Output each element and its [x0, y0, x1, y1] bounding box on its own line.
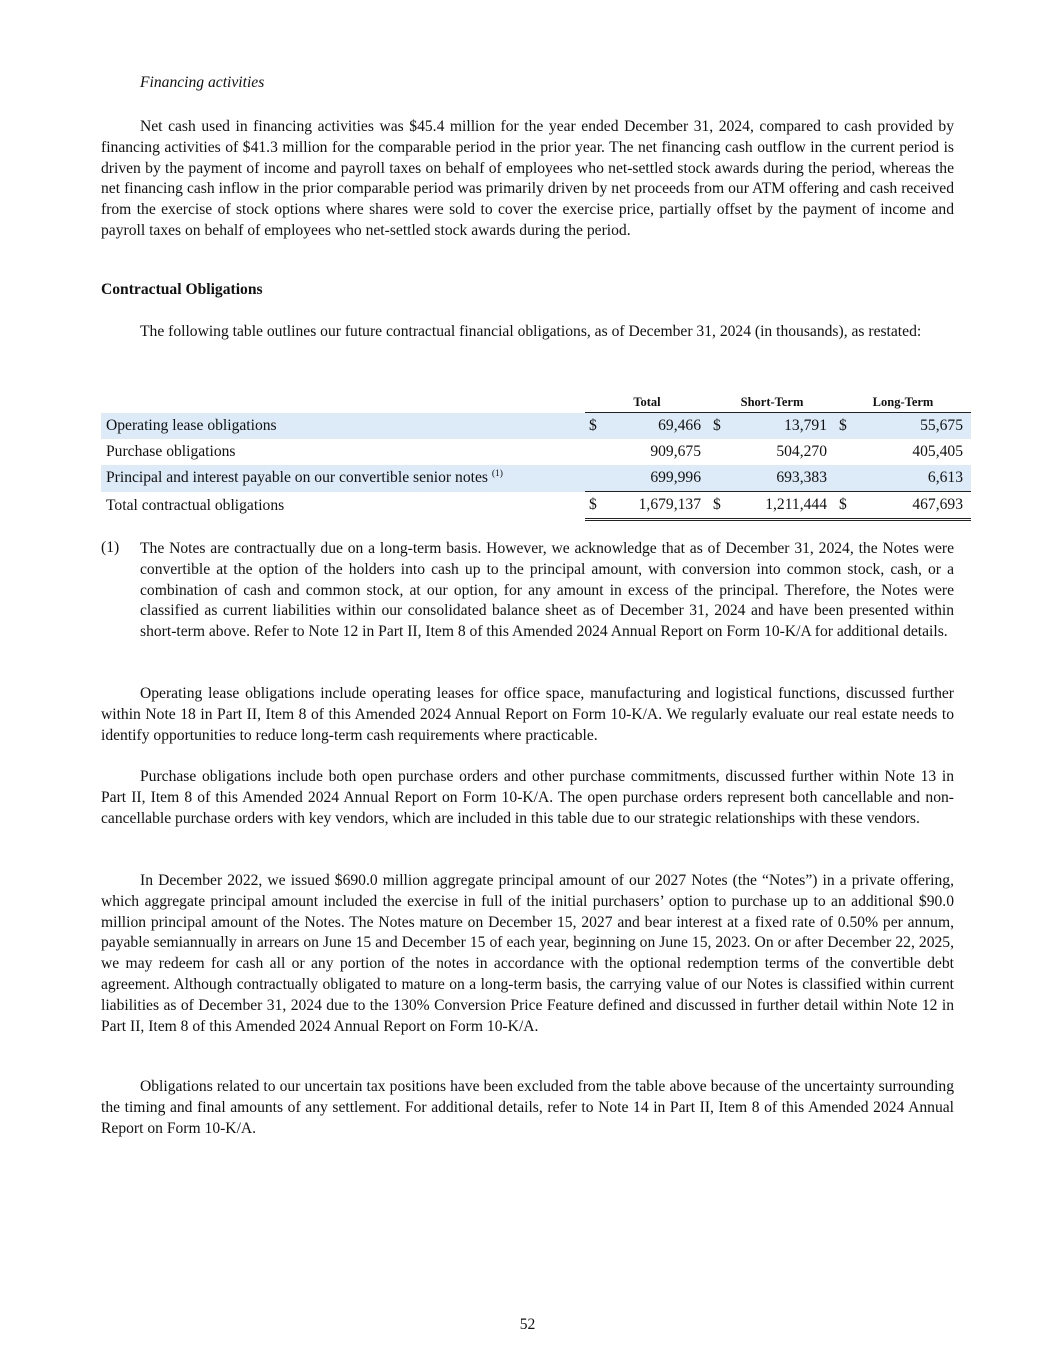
- purchase-paragraph: Purchase obligations include both open purchase orders and other purchase commitments, discussed further within Note 13 in Part II, Item 8 of this Amended 2024 Annual Report on Form 10-K/A. The open purchase orders represent both cancellable and non-cancellable purchase orders with key vendors, which are included in this table due to our strategic relationships with these vendors.: [101, 768, 954, 827]
- cell-long-term: 55,675: [857, 413, 971, 440]
- table-header-row: [101, 390, 971, 413]
- table-total-row: [101, 492, 971, 520]
- cell-long-term: 405,405: [912, 443, 963, 460]
- cell-short-term: 13,791: [731, 413, 835, 440]
- dollar-sign: [709, 465, 731, 492]
- table-row: [101, 413, 971, 440]
- dollar-sign: $: [835, 492, 857, 520]
- subheading-financing-activities: Financing activities: [140, 74, 265, 91]
- dollar-sign: [585, 439, 607, 465]
- header-long-term: Long-Term: [835, 390, 971, 413]
- table-row: [101, 465, 971, 492]
- page-number: 52: [519, 1316, 536, 1333]
- cell-long-term: 6,613: [857, 465, 971, 492]
- footnote: [101, 539, 954, 643]
- header-total: Total: [585, 390, 709, 413]
- cell-total: 69,466: [607, 413, 709, 440]
- cell-short-term: 693,383: [731, 465, 835, 492]
- table-intro-paragraph: The following table outlines our future contractual financial obligations, as of December 31, 2024 (in thousands), as restated:: [140, 323, 922, 340]
- table-row: [101, 439, 971, 465]
- financing-paragraph: Net cash used in financing activities was $45.4 million for the year ended December 31, 2024, compared to cash provided by financing activities of $41.3 million for the comparable period in the prior year. The net financing cash outflow in the current period is driven by the payment of income and payroll taxes on behalf of employees who net-settled stock awards during the period, whereas the net financing cash inflow in the prior comparable period was primarily driven by net proceeds from our ATM offering and cash received from the exercise of stock options where shares were sold to cover the exercise price, partially offset by the payment of income and payroll taxes on behalf of employees who net-settled stock awards during the period.: [101, 118, 954, 239]
- cell-total: 909,675: [650, 443, 701, 460]
- row-label: Total contractual obligations: [106, 496, 285, 514]
- cell-total: 1,679,137: [607, 492, 709, 520]
- tax-paragraph: Obligations related to our uncertain tax positions have been excluded from the table above because of the uncertainty surrounding the timing and final amounts of any settlement. For additional details, refer to Note 14 in Part II, Item 8 of this Amended 2024 Annual Report on Form 10-K/A.: [101, 1078, 954, 1137]
- dollar-sign: $: [835, 413, 857, 440]
- dollar-sign: $: [585, 492, 607, 520]
- row-label-with-footnote: [101, 465, 585, 492]
- contractual-obligations-table: [101, 390, 971, 521]
- lease-paragraph: Operating lease obligations include operating leases for office space, manufacturing and logistical functions, discussed further within Note 18 in Part II, Item 8 of this Amended 2024 Annual Report on Form 10-K/A. We regularly evaluate our real estate needs to identify opportunities to reduce long-term cash requirements where practicable.: [101, 685, 954, 744]
- section-heading: Contractual Obligations: [101, 281, 263, 298]
- cell-short-term: 504,270: [776, 443, 827, 460]
- dollar-sign: [585, 465, 607, 492]
- cell-long-term: 467,693: [857, 492, 971, 520]
- row-label: Principal and interest payable on our convertible senior notes: [106, 469, 488, 487]
- footnote-reference: (1): [491, 469, 503, 480]
- dollar-sign: $: [709, 413, 731, 440]
- cell-total: 699,996: [607, 465, 709, 492]
- cell-short-term: 1,211,444: [731, 492, 835, 520]
- dollar-sign: [835, 465, 857, 492]
- dollar-sign: $: [585, 413, 607, 440]
- dollar-sign: [835, 439, 857, 465]
- header-short-term: Short-Term: [709, 390, 835, 413]
- notes-paragraph: In December 2022, we issued $690.0 million aggregate principal amount of our 2027 Notes (the “Notes”) in a private offering, which aggregate principal amount included the exercise in full of the initial purchasers’ option to purchase up to an additional $90.0 million principal amount of the Notes. The Notes mature on December 15, 2027 and bear interest at a fixed rate of 0.50% per annum, payable semiannually in arrears on June 15 and December 15 of each year, beginning on June 15, 2023. On or after December 22, 2025, we may redeem for cash all or any portion of the notes in accordance with the optional redemption terms of the convertible debt agreement. Although contractually obligated to mature on a long-term basis, the carrying value of our Notes is classified within current liabilities as of December 31, 2024 due to the 130% Conversion Price Feature defined and discussed in further detail within Note 12 in Part II, Item 8 of this Amended 2024 Annual Report on Form 10-K/A.: [101, 872, 954, 1035]
- row-label: Operating lease obligations: [101, 413, 585, 440]
- dollar-sign: $: [709, 492, 731, 520]
- dollar-sign: [709, 439, 731, 465]
- footnote-mark: (1): [101, 539, 120, 556]
- footnote-text: The Notes are contractually due on a long-term basis. However, we acknowledge that as of December 31, 2024, the Notes were convertible at the option of the holders into cash up to the principal amount, with conversion into common stock, cash, or a combination of cash and common stock, at our option, for any amount in excess of the principal. Therefore, the Notes were classified as current liabilities within our consolidated balance sheet as of December 31, 2024 and have been presented within short-term above. Refer to Note 12 in Part II, Item 8 of this Amended 2024 Annual Report on Form 10-K/A for additional details.: [140, 540, 954, 641]
- row-label: Purchase obligations: [106, 443, 236, 460]
